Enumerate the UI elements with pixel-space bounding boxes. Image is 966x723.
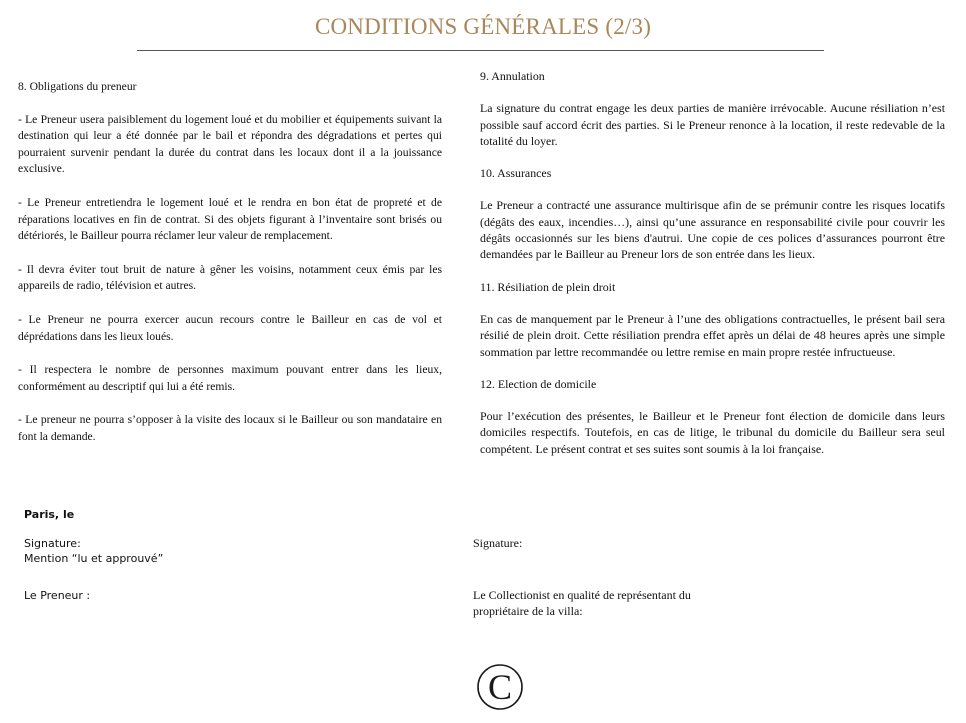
obligation-paragraph: - Le Preneur entretiendra le logement loué et le rendra en bon état de propreté et de réparations locatives en fin de contrat. Si des objets figurant à l’inventaire sont brisés ou détériorés, le Bailleur pourra réclamer leur valeur de remplacement.	[18, 195, 442, 243]
section-heading-resiliation: 11. Résiliation de plein droit	[480, 279, 616, 294]
section-text-resiliation: En cas de manquement par le Preneur à l’une des obligations contractuelles, le présent bail sera résilié de plein droit. Cette résiliation prendra effet après un délai de 48 heures après une simple sommation par lettre recommandée ou lettre remise en main propre restée infructueuse.	[480, 311, 945, 359]
right-signature-label: Signature:	[473, 536, 523, 550]
section-text-assurances: Le Preneur a contracté une assurance multirisque afin de se prémunir contre les risques locatifs (dégâts des eaux, incendies…), ainsi qu’une assurance en responsabilité civile pour couvrir les dégâts occasionnés sur les biens d'autrui. Une copie de ces polices d’assurances pourront être demandées par le Bailleur au Preneur lors de son entrée dans les lieux.	[480, 198, 945, 262]
representative-line-1: Le Collectionist en qualité de représentant du	[473, 588, 691, 602]
section-heading-obligations: 8. Obligations du preneur	[18, 80, 137, 93]
collectionist-logo-icon	[476, 663, 524, 711]
obligation-paragraph: - Le Preneur usera paisiblement du logement loué et du mobilier et équipements suivant la destination qui leur a été donnée par le bail et répondra des dégradations et pertes qui pourraient survenir pendant la durée du contrat dans les locaux dont il a la jouissance exclusive.	[18, 112, 442, 176]
approval-mention: Mention “lu et approuvé”	[24, 552, 164, 565]
place-date-label: Paris, le	[24, 508, 75, 521]
section-heading-annulation: 9. Annulation	[480, 69, 545, 83]
tenant-label: Le Preneur :	[24, 589, 91, 602]
section-heading-assurances: 10. Assurances	[480, 166, 552, 181]
section-heading-domicile: 12. Election de domicile	[480, 376, 597, 391]
obligation-paragraph: - Il respectera le nombre de personnes maximum pouvant entrer dans les lieux, conformément au descriptif qui lui a été remis.	[18, 363, 442, 393]
title-divider	[137, 50, 824, 51]
left-signature-label: Signature:	[24, 537, 81, 550]
section-text-annulation: La signature du contrat engage les deux parties de manière irrévocable. Aucune résiliation n’est possible sauf accord écrit des parties. Si le Preneur renonce à la location, il reste redevable de la totalité du loyer.	[480, 101, 945, 148]
section-text-domicile: Pour l’exécution des présentes, le Bailleur et le Preneur font élection de domicile dans leurs domiciles respectifs. Toutefois, en cas de litige, le tribunal du domicile du Bailleur sera seul compétent. Le présent contrat et ses suites sont soumis à la loi française.	[480, 409, 945, 456]
obligation-paragraph: - Le Preneur ne pourra exercer aucun recours contre le Bailleur en cas de vol et déprédations dans les lieux loués.	[18, 312, 442, 343]
obligation-paragraph: - Il devra éviter tout bruit de nature à gêner les voisins, notamment ceux émis par les appareils de radio, télévision et autres.	[18, 262, 442, 293]
page-title: CONDITIONS GÉNÉRALES (2/3)	[314, 14, 652, 39]
obligation-paragraph: - Le preneur ne pourra s’opposer à la visite des locaux si le Bailleur ou son mandataire en font la demande.	[18, 413, 442, 443]
representative-line-2: propriétaire de la villa:	[473, 604, 583, 618]
right-column	[480, 68, 945, 473]
logo-letter: C	[487, 667, 513, 707]
left-column	[18, 79, 442, 463]
